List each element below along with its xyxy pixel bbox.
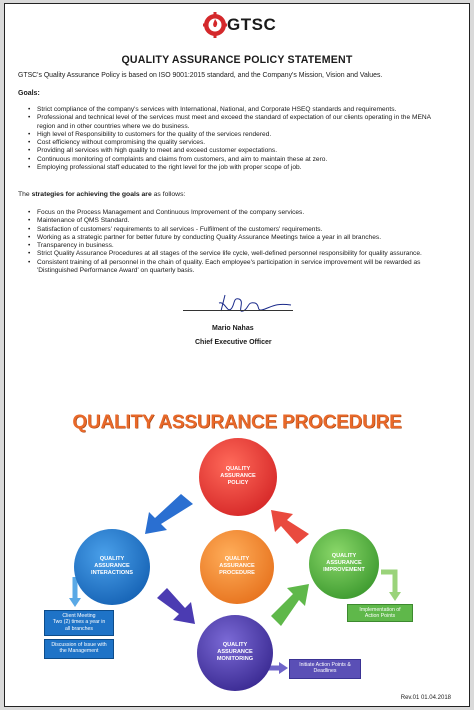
improvement-label-line: IMPROVEMENT (323, 567, 365, 573)
signer-name: Mario Nahas (212, 325, 254, 332)
interactions-label-line: ASSURANCE (94, 563, 130, 569)
revision-label: Rev.01 01.04.2018 (400, 695, 451, 701)
client-meeting-line: all branches (65, 625, 93, 632)
monitoring-label-line: QUALITY (222, 642, 248, 648)
strategy-item: • Working as a strategic partner for better future by conducting Quality Assurance Meetings twice a year in all branches. (29, 234, 449, 242)
goal-item: • High level of Responsibility to customers for the quality of the services rendered. (29, 131, 449, 139)
signer-title: Chief Executive Officer (195, 339, 272, 346)
goals-heading: Goals: (18, 90, 40, 97)
procedure-diagram (5, 4, 471, 708)
improvement-label (310, 553, 378, 574)
arrow-improvement-head (389, 592, 401, 601)
interactions-label (78, 556, 146, 577)
arrow-monitoring-to-improvement (271, 584, 309, 626)
monitoring-label (203, 642, 267, 663)
interactions-label-line: QUALITY (99, 556, 125, 562)
logo-text: GTSC (227, 15, 277, 34)
policy-label-line: ASSURANCE (220, 473, 256, 479)
strategies-heading-suffix: as follows: (151, 191, 186, 198)
policy-label-line: POLICY (227, 480, 249, 486)
procedure-label-line: QUALITY (224, 556, 250, 562)
initiate-line: Initiate Action Points & (299, 662, 351, 668)
improvement-label-line: ASSURANCE (326, 560, 362, 566)
monitoring-label-line: MONITORING (216, 656, 254, 662)
goal-item: • Strict compliance of the company's services with International, National, and Corporate HSEQ standards and requirements. (29, 106, 449, 114)
arrow-interactions-head (69, 598, 81, 607)
document-page (4, 3, 470, 707)
client-meeting-line: Client Meeting (62, 613, 96, 619)
arrow-improvement-to-implementation (381, 572, 395, 594)
strategy-item: • Transparency in business. (29, 242, 449, 250)
interactions-label-line: INTERACTIONS (91, 570, 133, 576)
strategy-item: • Satisfaction of customers' requirements to all services - Fulfilment of the customers' requirements. (29, 226, 449, 234)
initiate-line: Deadlines (313, 668, 337, 675)
strategy-item: • Consistent training of all personnel in the chain of quality. Each employee's participation in service improvement will be rewarded as 'Distinguished Performance Award' on quarterly basis. (29, 259, 449, 276)
goal-item: • Providing all services with high quality to meet and exceed customer expectations. (29, 147, 449, 155)
strategies-heading-prefix: The (18, 191, 32, 198)
procedure-label-line: ASSURANCE (219, 563, 255, 569)
arrow-interactions-to-monitoring (157, 588, 195, 624)
strategy-item: • Focus on the Process Management and Continuous Improvement of the company services. (29, 209, 449, 217)
discussion-line: Discussion of Issue with (51, 642, 107, 648)
procedure-label (205, 556, 269, 577)
intro-text: GTSC's Quality Assurance Policy is based on ISO 9001:2015 standard, and the Company's Mission, Vision and Values. (18, 72, 383, 79)
monitoring-label-line: ASSURANCE (217, 649, 253, 655)
strategies-heading-bold: strategies for achieving the goals are (31, 191, 152, 198)
goal-item: • Continuous monitoring of complaints and claims from customers, and aim to maintain these at zero. (29, 156, 449, 164)
goal-item: • Professional and technical level of the services must meet and exceed the standard of expectation of our clients operating in the MENA region and in other countries where we do business. (29, 114, 449, 131)
implementation-line: Implementation of (359, 607, 401, 613)
policy-title: QUALITY ASSURANCE POLICY STATEMENT (121, 54, 353, 66)
strategy-item: • Maintenance of QMS Standard. (29, 217, 449, 225)
client-meeting-box (44, 610, 114, 636)
goal-item: • Employing professional staff educated to the right level for the job with proper scope of job. (29, 164, 449, 172)
initiate-box (289, 659, 361, 679)
improvement-label-line: QUALITY (331, 553, 357, 559)
arrow-policy-to-interactions (145, 494, 193, 534)
arrow-monitoring-head (279, 662, 288, 674)
procedure-label-line: PROCEDURE (219, 570, 255, 576)
discussion-box (44, 639, 114, 659)
goal-item: • Cost efficiency without compromising the quality services. (29, 139, 449, 147)
discussion-line: the Management (59, 648, 99, 655)
strategy-item: • Strict Quality Assurance Procedures at all stages of the service life cycle, well-defined personnel responsibility for quality assurance. (29, 250, 449, 258)
policy-label-line: QUALITY (225, 466, 251, 472)
implementation-box (347, 604, 413, 622)
arrow-improvement-to-policy (271, 510, 309, 544)
policy-label (208, 466, 268, 487)
implementation-line: Action Points (364, 613, 396, 620)
procedure-title-text: QUALITY ASSURANCE PROCEDURE (72, 412, 402, 433)
client-meeting-line: Two (2) times a year in (52, 619, 106, 626)
